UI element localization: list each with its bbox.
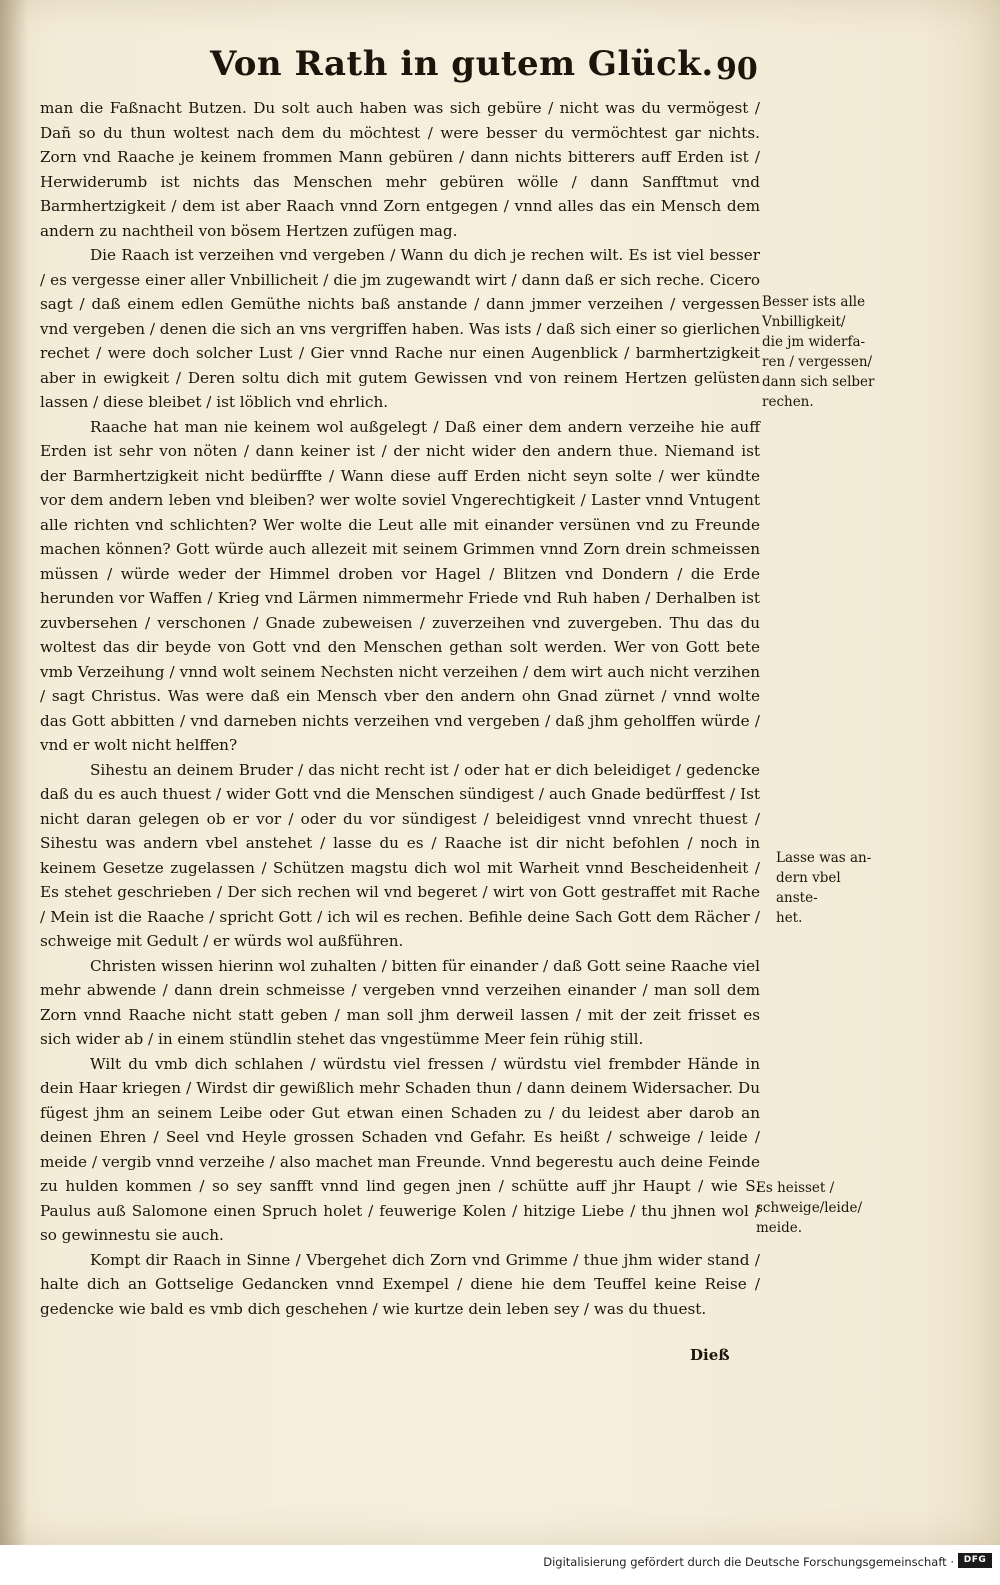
paragraph-1: man die Faßnacht Butzen. Du solt auch haben was sich gebüre / nicht was du vermögest / Dañ so du thun woltest nach dem du möchtest / were besser du vermöchtest gar nichts. Zorn vnd Raache je keinem frommen Mann gebüren / dann nichts bitterers auff Erden ist / Herwiderumb ist nichts das Menschen mehr gebüren wölle / dann Sanfftmut vnd Barmhertzigkeit / dem ist aber Raach vnnd Zorn entgegen / vnnd alles das ein Mensch dem andern zu nachtheil von bösem Hertzen zufügen mag.: [40, 99, 760, 240]
paragraph-2: Die Raach ist verzeihen vnd vergeben / Wann du dich je rechen wilt. Es ist viel besser / es vergesse einer aller Vnbillicheit / die jm zugewandt wirt / dann daß er sich reche. Cicero sagt / daß einem edlen Gemüthe nichts baß anstande / dann jmmer verzeihen / vergessen vnd vergeben / denen die sich an vns vergriffen haben. Was ists / daß sich einer so gierlichen rechet / were doch solcher Lust / Gier vnnd Rache nur einen Augenblick / barmhertzigkeit aber in ewigkeit / Deren soltu dich mit gutem Gewissen vnd von reinem Hertzen gelüsten lassen / diese bleibet / ist löblich vnd ehrlich.: [40, 246, 760, 411]
running-title: Von Rath in gutem Glück.: [210, 44, 714, 84]
page-number: 90: [716, 52, 758, 87]
paragraph-6: Wilt du vmb dich schlahen / würdstu viel fressen / würdstu viel frembder Hände in dein Haar kriegen / Wirdst dir gewißlich mehr Schaden thun / dann deinem Widersacher. Du fügest jhm an seinem Leibe oder Gut etwan einen Schaden zu / du leidest aber darob an deinen Ehren / Seel vnd Heyle grossen Schaden vnd Gefahr. Es heißt / schweige / leide / meide / vergib vnnd verzeihe / also machet man Freunde. Vnnd begerestu auch deine Feinde zu hulden kommen / so sey sanfft vnnd lind gegen jnen / schütte auff jhr Haupt / wie S. Paulus auß Salomone einen Spruch holet / feuwerige Kolen / hitzige Liebe / thu jhnen wol / so gewinnestu sie auch.: [40, 1054, 760, 1244]
marginal-note-1: Besser ists alle Vnbilligkeit/ die jm widerfa- ren / vergessen/ dann sich selber rechen.: [762, 294, 875, 410]
paragraph-7: Kompt dir Raach in Sinne / Vbergehet dich Zorn vnd Grimme / thue jhm wider stand / halte dich an Gottselige Gedancken vnnd Exempel / diene hie dem Teuffel keine Reise / gedencke wie bald es vmb dich geschehen / wie kurtze dein leben sey / was du thuest.: [40, 1250, 760, 1318]
paragraph-4: Sihestu an deinem Bruder / das nicht recht ist / oder hat er dich beleidiget / gedencke daß du es auch thuest / wider Gott vnd die Menschen sündigest / auch Gnade bedürffest / Ist nicht daran gelegen ob er vor / oder du vor sündigest / beleidigest vnnd vnrecht thuest / Sihestu was andern vbel anstehet / lasse du es / Raache ist dir nicht befohlen / noch in keinem Gesetze zugelassen / Schützen magstu dich wol mit Warheit vnnd Bescheidenheit / Es stehet geschrieben / Der sich rechen wil vnd begeret / wirt von Gott gestraffet mit Rache / Mein ist die Raache / spricht Gott / ich wil es rechen. Befihle deine Sach Gott dem Rächer / schweige mit Gedult / er würds wol außführen.: [40, 760, 760, 950]
paragraph-3: Raache hat man nie keinem wol außgelegt / Daß einer dem andern verzeihe hie auff Erden ist sehr von nöten / dann keiner ist / der nicht wider den andern thue. Niemand ist der Barmhertzigkeit nicht bedürffte / Wann diese auff Erden nicht seyn solte / wer kündte vor dem andern leben vnd bleiben? wer wolte soviel Vngerechtigkeit / Laster vnnd Vntugent alle richten vnd schlichten? Wer wolte die Leut alle mit einander versünen vnd zu Freunde machen können? Gott würde auch allezeit mit seinem Grimmen vnnd Zorn drein schmeissen müssen / würde weder der Himmel droben vor Hagel / Blitzen vnd Dondern / die Erde herunden vor Waffen / Krieg vnd Lärmen nimmermehr Friede vnd Ruh haben / Derhalben ist zuvbersehen / verschonen / Gnade zubeweisen / zuverzeihen vnd zuvergeben. Thu das du woltest das dir beyde von Gott vnd den Menschen gethan solt werden. Wer von Gott bete vmb Verzeihung / vnnd wolt seinem Nechsten nicht verzeihen / dem wirt auch nicht verzihen / sagt Christus. Was were daß ein Mensch vber den andern ohn Gnad zürnet / vnnd wolte das Gott abbitten / vnd darneben nichts verzeihen vnd vergeben / daß jhm geholffen würde / vnd er wolt nicht helffen?: [40, 417, 760, 754]
marginal-note-3: Es heisset / schweige/leide/ meide.: [756, 1180, 863, 1236]
digitization-footer: [0, 1545, 1000, 1585]
footer-credit: Digitalisierung gefördert durch die Deutsche Forschungsgemeinschaft ·: [543, 1555, 954, 1569]
catchword: Dieß: [690, 1346, 730, 1364]
main-text-block: [40, 96, 760, 1321]
dfg-logo: DFG: [958, 1553, 992, 1568]
paragraph-5: Christen wissen hierinn wol zuhalten / bitten für einander / daß Gott seine Raache viel mehr abwende / dann drein schmeisse / vergeben vnnd verzeihen einander / man soll dem Zorn vnnd Raache nicht statt geben / man soll jhm derweil lassen / mit der zeit frisset es sich wider ab / in einem stündlin stehet das vngestümme Meer fein rühig still.: [40, 956, 760, 1048]
marginal-note-2: Lasse was an- dern vbel anste- het.: [776, 850, 872, 926]
